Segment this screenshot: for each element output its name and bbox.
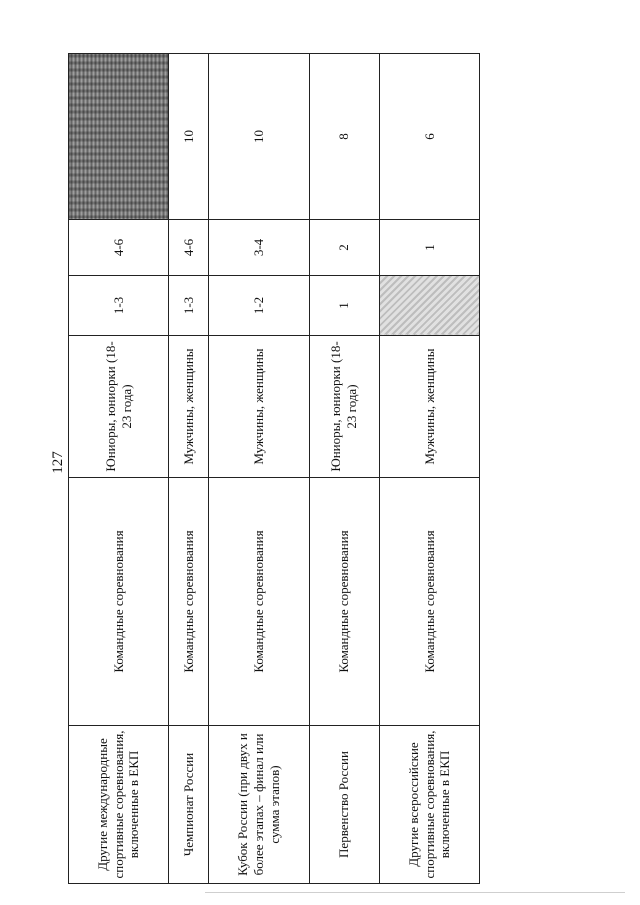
discipline-cell: Командные соревнования (209, 478, 309, 726)
page-number (50, 444, 66, 480)
discipline-cell: Командные соревнования (69, 478, 169, 726)
places-b-cell: 1 (379, 220, 479, 276)
discipline-cell: Командные соревнования (169, 478, 209, 726)
table-row (209, 54, 309, 884)
competition-cell: Первенство России (309, 726, 379, 884)
table-row (379, 54, 479, 884)
points-cell: 8 (309, 54, 379, 220)
places-a-cell: 1-3 (69, 276, 169, 336)
points-cell: 10 (209, 54, 309, 220)
points-cell: 10 (169, 54, 209, 220)
points-cell (69, 54, 169, 220)
page-number-text: 127 (49, 450, 66, 474)
places-b-cell: 3-4 (209, 220, 309, 276)
places-b-cell: 2 (309, 220, 379, 276)
competition-cell: Другие международные спортивные соревнования, включенные в ЕКП (69, 726, 169, 884)
places-a-cell (379, 276, 479, 336)
table-row (69, 54, 169, 884)
competition-cell: Чемпионат России (169, 726, 209, 884)
competition-cell: Другие всероссийские спортивные соревнования, включенные в ЕКП (379, 726, 479, 884)
group-cell: Юниоры, юниорки (18-23 года) (309, 336, 379, 478)
group-cell: Мужчины, женщины (379, 336, 479, 478)
places-a-cell: 1 (309, 276, 379, 336)
competition-cell: Кубок России (при двух и более этапах – финал или сумма этапов) (209, 726, 309, 884)
discipline-cell: Командные соревнования (379, 478, 479, 726)
places-b-cell: 4-6 (169, 220, 209, 276)
discipline-cell: Командные соревнования (309, 478, 379, 726)
places-a-cell: 1-3 (169, 276, 209, 336)
rotated-table-container (68, 54, 480, 884)
scan-edge-line (205, 892, 625, 893)
group-cell: Мужчины, женщины (209, 336, 309, 478)
places-a-cell: 1-2 (209, 276, 309, 336)
points-cell: 6 (379, 54, 479, 220)
table-row (309, 54, 379, 884)
places-b-cell: 4-6 (69, 220, 169, 276)
group-cell: Мужчины, женщины (169, 336, 209, 478)
table-row (169, 54, 209, 884)
ranking-table (68, 53, 480, 884)
group-cell: Юниоры, юниорки (18-23 года) (69, 336, 169, 478)
